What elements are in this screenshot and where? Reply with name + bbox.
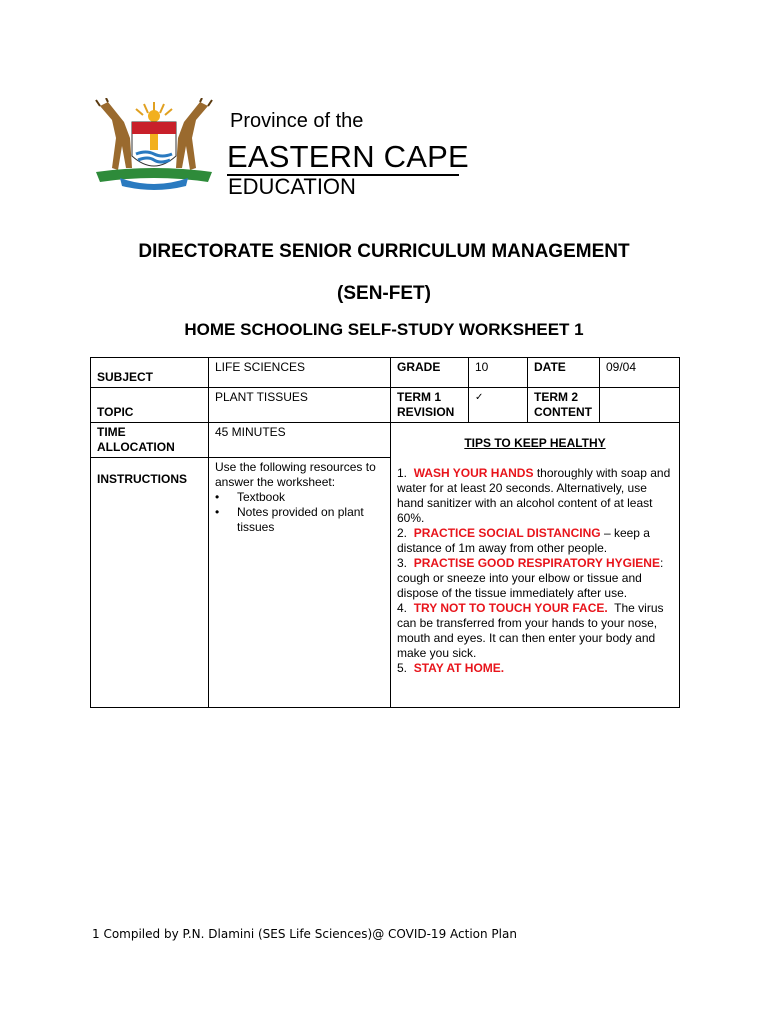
- table-row: [91, 423, 680, 458]
- worksheet-info-table: [90, 357, 680, 708]
- instructions-intro: Use the following resources to answer the worksheet:: [215, 460, 376, 489]
- instructions-value: [209, 458, 391, 708]
- topic-value: PLANT TISSUES: [209, 388, 391, 423]
- grade-label: GRADE: [391, 358, 469, 388]
- resources-list: [215, 490, 384, 535]
- tip-item: 5. STAY AT HOME.: [397, 661, 505, 675]
- term1-label: TERM 1 REVISION: [391, 388, 469, 423]
- province-name: EASTERN CAPE: [227, 139, 469, 174]
- subject-label: SUBJECT: [91, 358, 209, 388]
- tip-item: 3. PRACTISE GOOD RESPIRATORY HYGIENE: cough or sneeze into your elbow or tissue and dispose of the tissue immediately after use.: [397, 556, 664, 600]
- table-row: [91, 388, 680, 423]
- table-row: [91, 358, 680, 388]
- time-allocation-label: TIME ALLOCATION: [91, 423, 209, 458]
- term2-label: TERM 2 CONTENT: [528, 388, 600, 423]
- term2-value: [600, 388, 680, 423]
- tips-panel: [391, 423, 680, 708]
- coat-of-arms-icon: [90, 98, 218, 190]
- list-item: • Textbook: [237, 490, 384, 505]
- tip-item: 1. WASH YOUR HANDS thoroughly with soap and water for at least 20 seconds. Alternatively, use hand sanitizer with an alcohol content of at least 60%.: [397, 466, 671, 525]
- tip-item: 4. TRY NOT TO TOUCH YOUR FACE. The virus can be transferred from your hands to your nose, mouth and eyes. It can then enter your body and make you sick.: [397, 601, 664, 660]
- subject-value: LIFE SCIENCES: [209, 358, 391, 388]
- worksheet-title: HOME SCHOOLING SELF-STUDY WORKSHEET 1: [184, 320, 584, 339]
- date-label: DATE: [528, 358, 600, 388]
- topic-label: TOPIC: [91, 388, 209, 423]
- grade-value: 10: [469, 358, 528, 388]
- tips-title: TIPS TO KEEP HEALTHY: [464, 436, 606, 450]
- province-of-text: Province of the: [230, 110, 364, 132]
- date-value: 09/04: [600, 358, 680, 388]
- list-item: • Notes provided on plant tissues: [237, 505, 384, 535]
- department-name: EDUCATION: [228, 174, 356, 199]
- instructions-label: INSTRUCTIONS: [91, 458, 209, 708]
- term1-check: ✓: [469, 388, 528, 423]
- time-allocation-value: 45 MINUTES: [209, 423, 391, 458]
- footer-credit: 1 Compiled by P.N. Dlamini (SES Life Sciences)@ COVID-19 Action Plan: [92, 927, 517, 941]
- tip-item: 2. PRACTICE SOCIAL DISTANCING – keep a distance of 1m away from other people.: [397, 526, 650, 555]
- directorate-title: DIRECTORATE SENIOR CURRICULUM MANAGEMENT: [138, 241, 630, 262]
- sen-fet-title: (SEN-FET): [337, 283, 431, 304]
